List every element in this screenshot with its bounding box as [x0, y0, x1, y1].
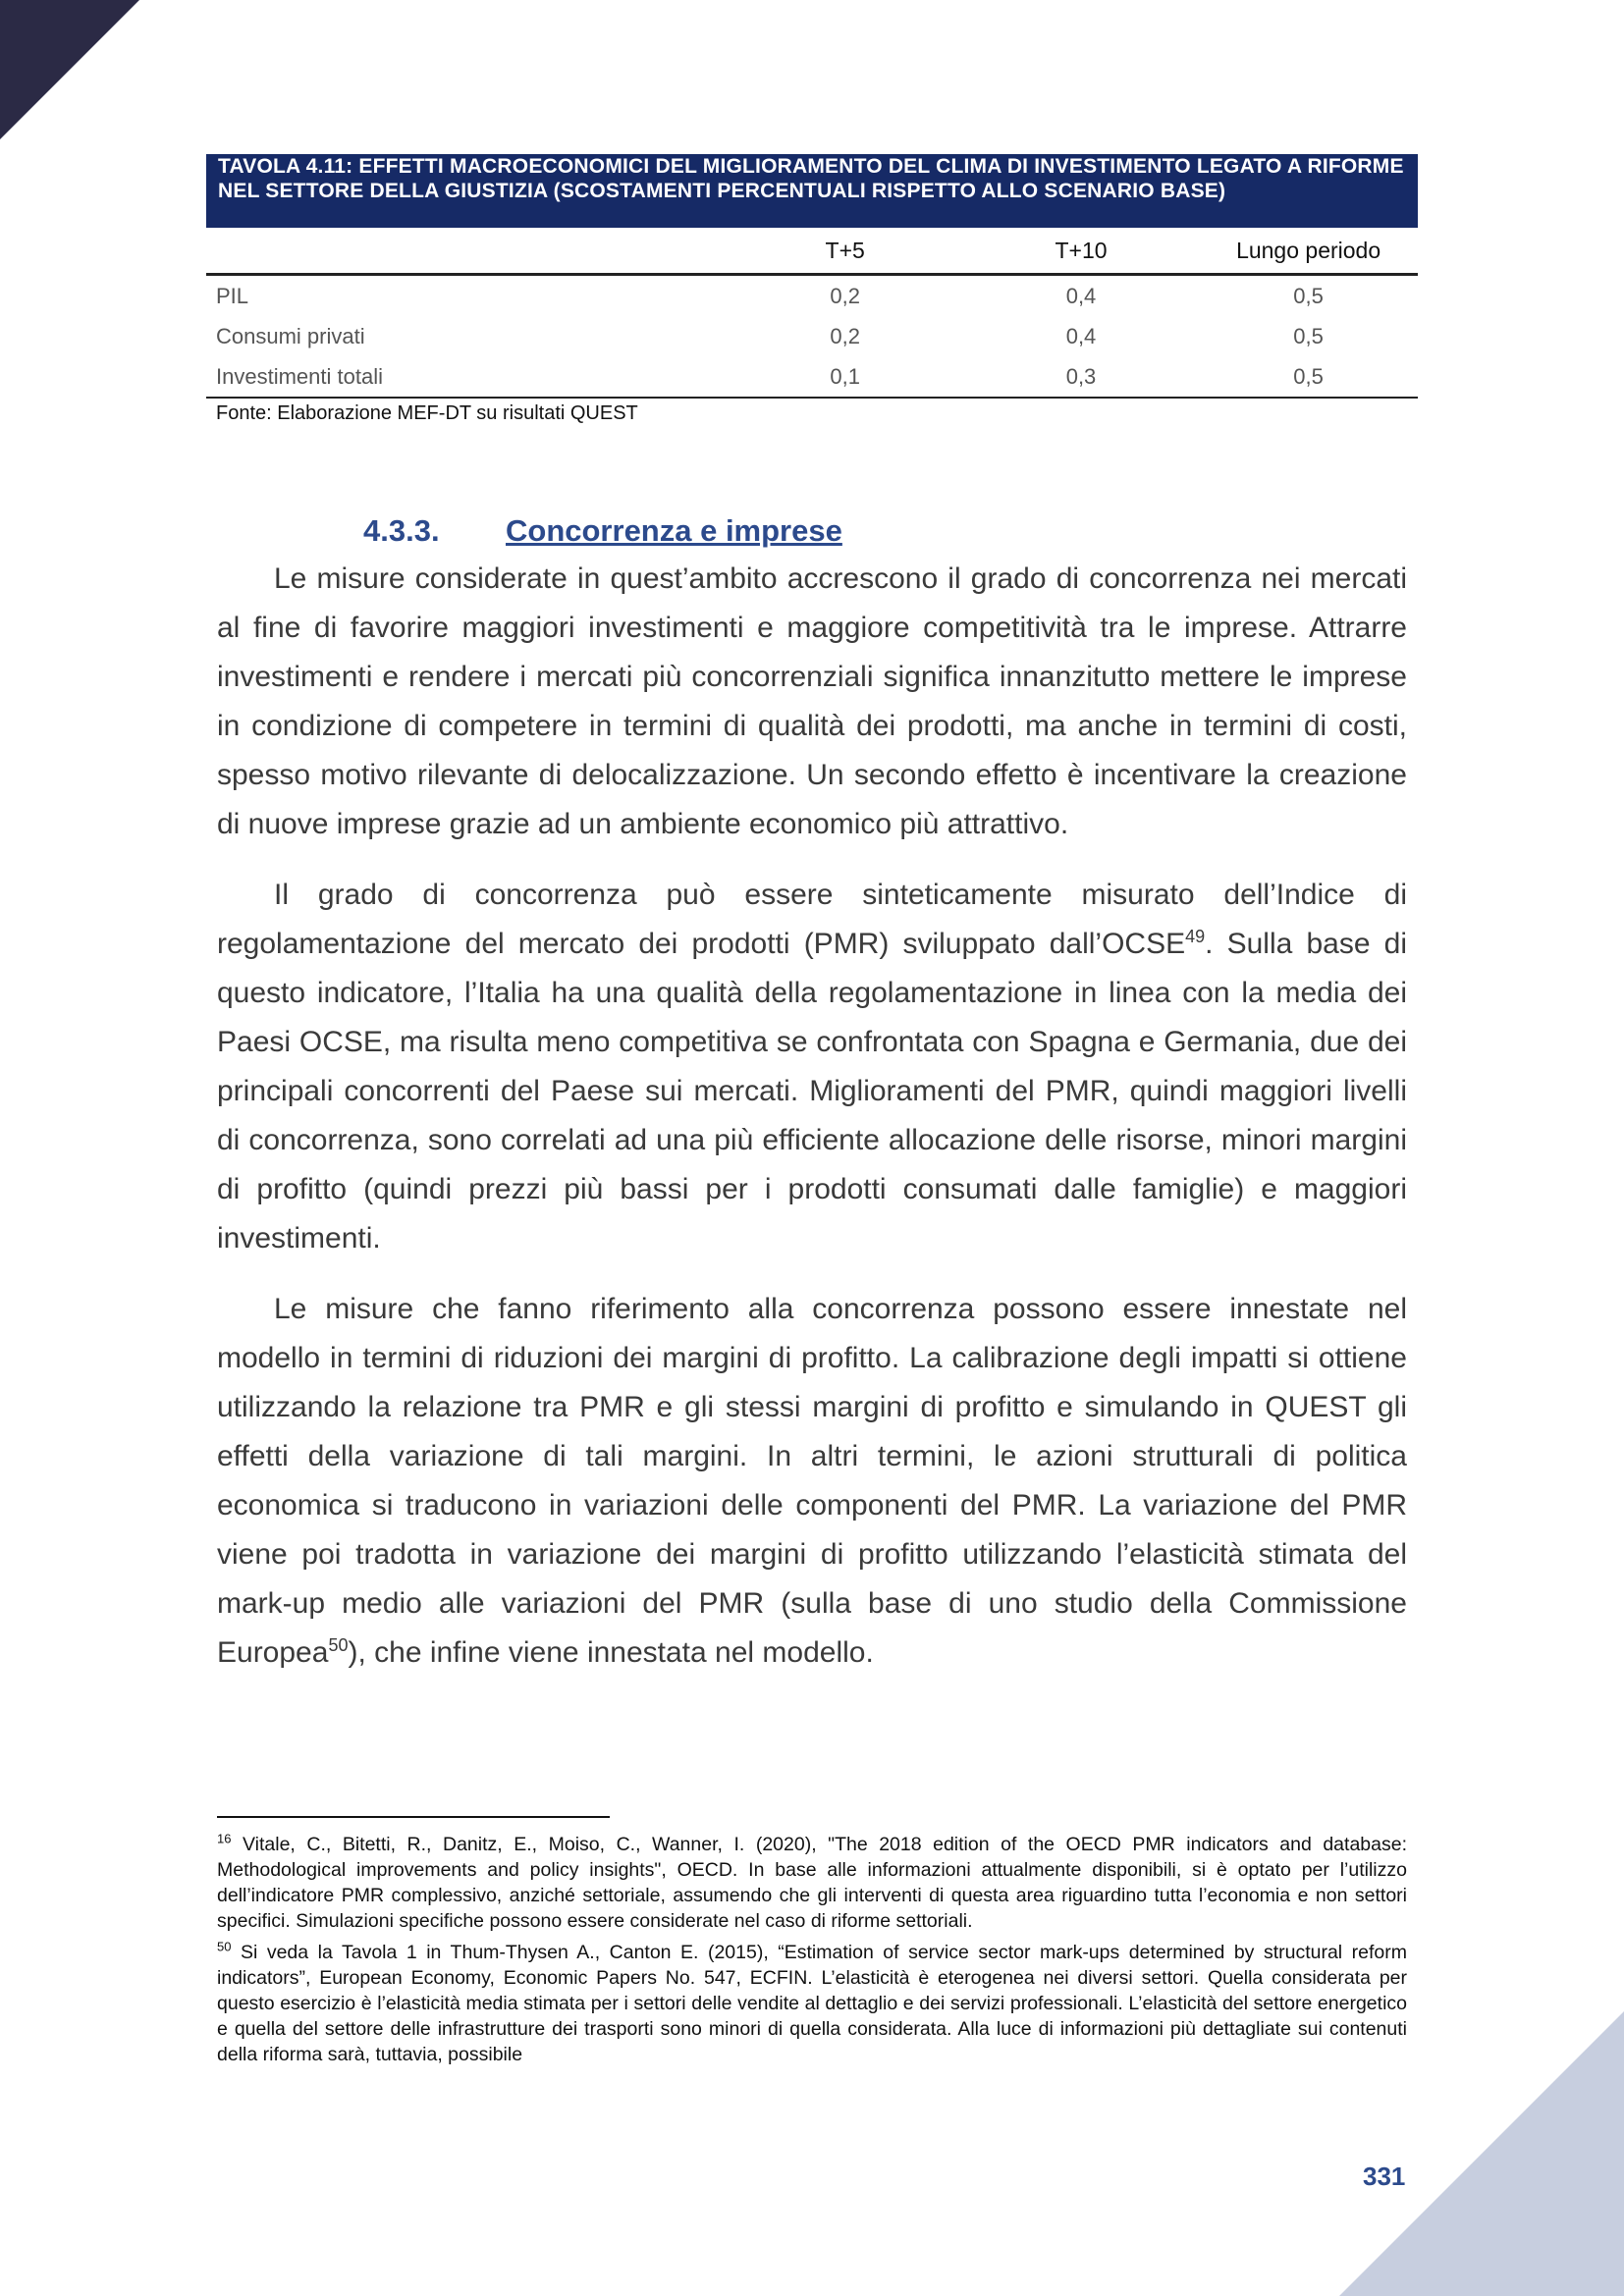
paragraph-text: Il grado di concorrenza può essere sinteticamente misurato dell’Indice di regolamentazione del mercato dei prodotti (PMR) sviluppato dall’OCSE — [217, 879, 1407, 960]
section-title: Concorrenza e imprese — [506, 513, 842, 548]
row-label: Consumi privati — [216, 323, 365, 348]
column-header-t5: T+5 — [728, 228, 963, 275]
page-number: 331 — [1363, 2162, 1406, 2191]
table-title: TAVOLA 4.11: EFFETTI MACROECONOMICI DEL MIGLIORAMENTO DEL CLIMA DI INVESTIMENTO LEGATO A RIFORME NEL SETTORE DELLA GIUSTIZIA (SCOSTAMENTI PERCENTUALI RISPETTO ALLO SCENARIO BASE) — [206, 154, 1418, 228]
table-block — [206, 154, 1418, 425]
cell-value: 0,2 — [830, 283, 860, 308]
footnote-number: 16 — [217, 1831, 232, 1846]
section-heading — [363, 513, 842, 549]
cell-value: 0,5 — [1199, 356, 1418, 398]
paragraph: Le misure considerate in quest’ambito accrescono il grado di concorrenza nei mercati al fine di favorire maggiori investimenti e maggiore competitività tra le imprese. Attrarre investimenti e rendere i mercati più concorrenziali significa innanzitutto mettere le imprese in condizione di competere in termini di qualità dei prodotti, ma anche in termini di costi, spesso motivo rilevante di delocalizzazione. Un secondo effetto è incentivare la creazione di nuove imprese grazie ad un ambiente economico più attrattivo. — [217, 562, 1407, 840]
paragraph-text: . Sulla base di questo indicatore, l’Italia ha una qualità della regolamentazione in linea con la media dei Paesi OCSE, ma risulta meno competitiva se confrontata con Spagna e Germania, due dei principali concorrenti del Paese sui mercati. Miglioramenti del PMR, quindi maggiori livelli di concorrenza, sono correlati ad una più efficiente allocazione delle risorse, minori margini di profitto (quindi prezzi più bassi per i prodotti consumati dalle famiglie) e maggiori investimenti. — [217, 928, 1407, 1255]
table-row — [206, 316, 1418, 356]
footnote-number: 50 — [217, 1939, 232, 1954]
row-label: Investimenti totali — [206, 356, 728, 398]
column-header-t10: T+10 — [963, 228, 1199, 275]
table-row — [206, 275, 1418, 317]
cell-value: 0,5 — [1293, 323, 1324, 348]
paragraph-text: Le misure che fanno riferimento alla concorrenza possono essere innestate nel modello in termini di riduzioni dei margini di profitto. La calibrazione degli impatti si ottiene utilizzando la relazione tra PMR e gli stessi margini di profitto e simulando in QUEST gli effetti della variazione di tali margini. In altri termini, le azioni strutturali di politica economica si traducono in variazioni delle componenti del PMR. La variazione del PMR viene poi tradotta in variazione dei margini di profitto utilizzando l’elasticità stimata del mark-up medio alle variazioni del PMR (sulla base di uno studio della Commissione Europea — [217, 1293, 1407, 1669]
paragraph — [217, 871, 1407, 1263]
footnote-ref[interactable]: 50 — [328, 1635, 349, 1655]
table-row — [206, 356, 1418, 398]
footnote — [217, 1940, 1407, 2067]
section-number: 4.3.3. — [363, 513, 440, 548]
table-header-row — [206, 228, 1418, 275]
footnote-ref[interactable]: 49 — [1185, 927, 1206, 946]
footnote-text: Si veda la Tavola 1 in Thum-Thysen A., Canton E. (2015), “Estimation of service sector mark-ups determined by structural reform indicators”, European Economy, Economic Papers No. 547, ECFIN. L’elasticità è eterogenea nei diversi settori. Quella considerata per questo esercizio è l’elasticità media stimata per i settori delle vendite al dettaglio e dei servizi professionali. L’elasticità del settore energetico e quella del settore delle infrastrutture dei trasporti sono minori di quella considerata. Alla luce di informazioni più dettagliate sui contenuti della riforma sarà, tuttavia, possibile — [217, 1942, 1407, 2065]
cell-value: 0,1 — [728, 356, 963, 398]
column-header-label — [206, 228, 728, 275]
body-text — [217, 555, 1407, 1699]
cell-value: 0,4 — [1065, 323, 1097, 348]
cell-value: 0,4 — [1065, 283, 1097, 308]
paragraph-text: ), che infine viene innestata nel modello. — [348, 1636, 874, 1669]
row-label: PIL — [216, 283, 249, 308]
cell-value: 0,5 — [1293, 283, 1324, 308]
data-table — [206, 228, 1418, 399]
paragraph — [217, 1285, 1407, 1678]
footnote-text: Vitale, C., Bitetti, R., Danitz, E., Moiso, C., Wanner, I. (2020), "The 2018 edition of the OECD PMR indicators and database: Methodological improvements and policy insights", OECD. In base alle informazioni attualmente disponibili, si è optato per l’utilizzo dell’indicatore PMR complessivo, anziché settoriale, assumendo che gli interventi di questa area riguardino tutta l’economia e non settori specifici. Simulazioni specifiche possono essere considerate nel caso di riforme settoriali. — [217, 1834, 1407, 1932]
cell-value: 0,2 — [830, 323, 860, 348]
table-source-note: Fonte: Elaborazione MEF-DT su risultati QUEST — [216, 402, 638, 424]
column-header-long-run: Lungo periodo — [1199, 228, 1418, 275]
cell-value: 0,3 — [963, 356, 1199, 398]
corner-decoration-top-left — [0, 0, 139, 139]
footnote-divider — [217, 1816, 610, 1818]
footnotes — [217, 1832, 1407, 2073]
footnote — [217, 1832, 1407, 1934]
